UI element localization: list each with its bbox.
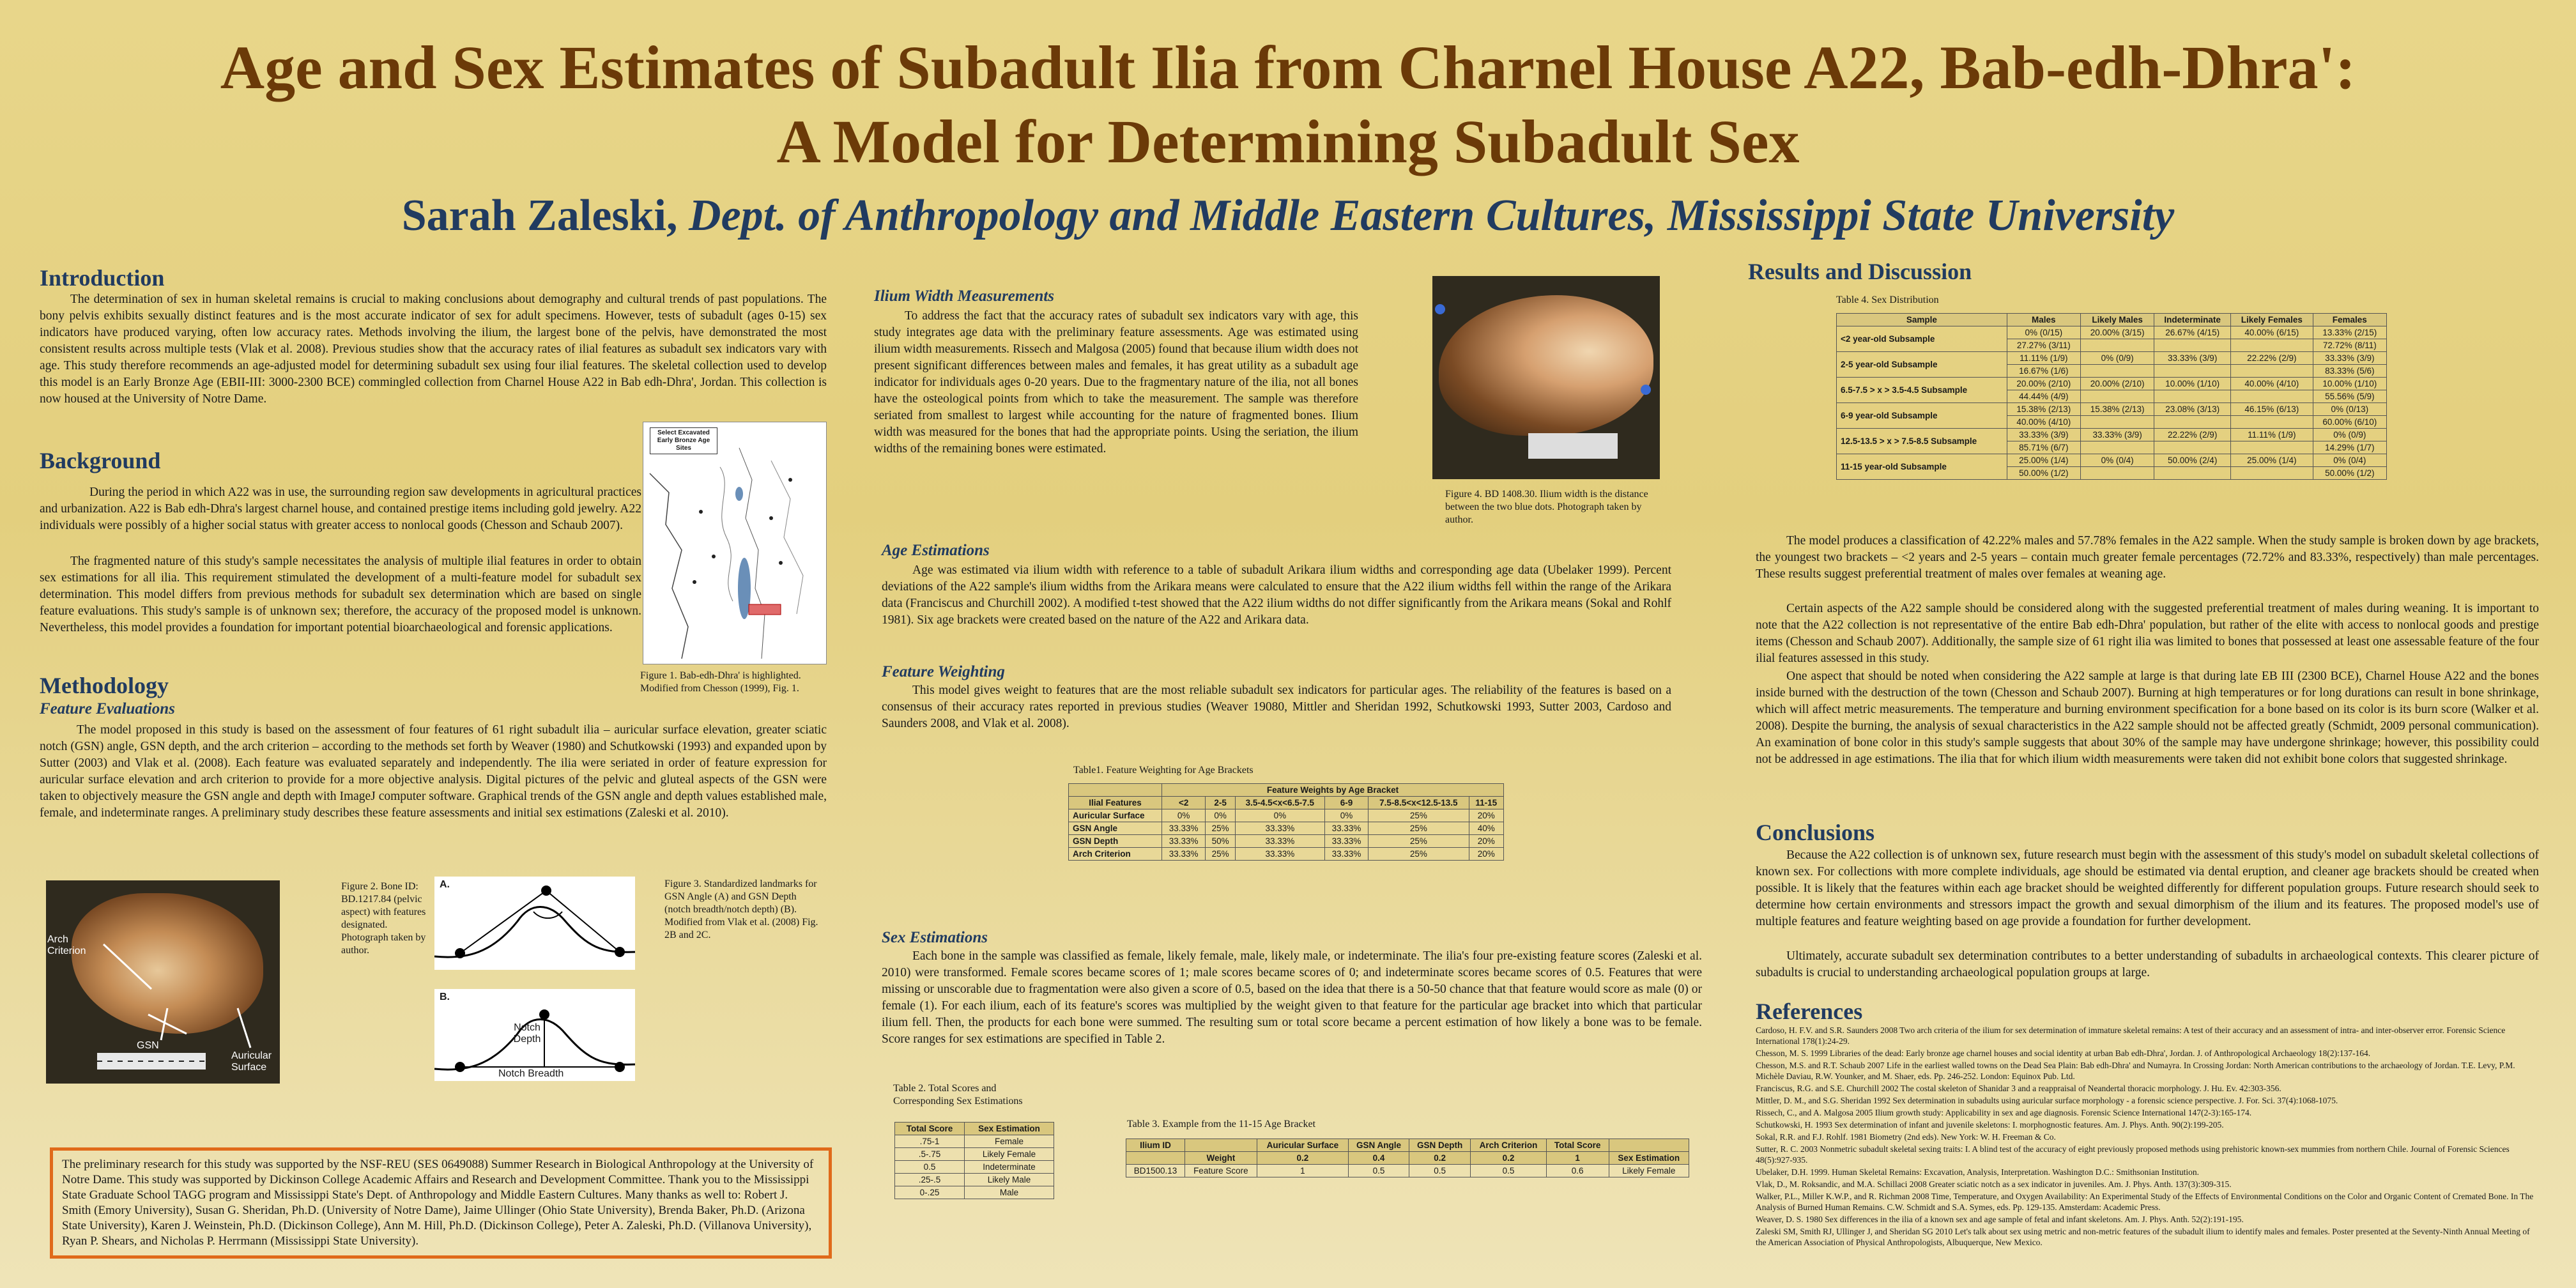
table-row xyxy=(895,1148,1054,1161)
reference-item: Vlak, D., M. Roksandic, and M.A. Schillaci 2008 Greater sciatic notch as a sex indicator in juveniles. Am. J. Phys. Anth. 137(3):309-315. xyxy=(1756,1179,2232,1189)
table-3-score-cell: 0.5 xyxy=(1409,1165,1470,1177)
reference-item: Weaver, D. S. 1980 Sex differences in the ilia of a known sex and age sample of fetal and infant skeletons. Am. J. Phys. Anth. 52(2):191-195. xyxy=(1756,1215,2244,1224)
table-4-header: Females xyxy=(2313,314,2386,326)
methodology-heading: Methodology xyxy=(40,673,169,698)
table-4-cell: 20.00% (3/15) xyxy=(2080,326,2154,339)
table-1-col-header: 3.5-4.5<x<6.5-7.5 xyxy=(1235,797,1324,809)
table-3-score-cell: Feature Score xyxy=(1185,1165,1257,1177)
table-4-cell: 50.00% (2/4) xyxy=(2154,454,2231,467)
table-4-sample: <2 year-old Subsample xyxy=(1837,326,2007,352)
reference-item: Walker, P.L., Miller K.W.P., and R. Richman 2008 Time, Temperature, and Oxygen Availability: An Experimental Study of the Effects of Environmental Conditions on the Color and Organic Content of Cremated Bone. In The Analysis of Burned Human Remains. C.W. Schmidt and S.A. Symes, eds. Pp. 129-135. Amsterdam: Academic Press. xyxy=(1756,1192,2534,1212)
table-4-subcell: 40.00% (4/10) xyxy=(2007,416,2080,429)
label-arch-criterion: Arch Criterion xyxy=(47,934,86,956)
table-4-subcell: 50.00% (1/2) xyxy=(2007,467,2080,480)
table-1-col-header: Ilial Features xyxy=(1069,797,1162,809)
conclusions-text-2: Ultimately, accurate subadult sex determination contributes to a better understanding of subadults in archaeological contexts. This clearer picture of subadults is crucial to understanding archaeological population groups at large. xyxy=(1756,949,2539,979)
reference-item: Franciscus, R.G. and S.E. Churchill 2002 The costal skeleton of Shanidar 3 and a reappraisal of Neandertal thoracic morphology. J. Hu. Ev. 42:303-356. xyxy=(1756,1084,2281,1093)
table-1-cell: 0% xyxy=(1162,809,1205,822)
table-1-cell: 25% xyxy=(1206,848,1236,861)
table-1-cell: 0% xyxy=(1206,809,1236,822)
table-2-header: Sex Estimation xyxy=(965,1123,1054,1135)
table-4-subcell: 16.67% (1/6) xyxy=(2007,365,2080,378)
table-1 xyxy=(1068,783,1504,861)
figure-1-caption: Figure 1. Bab-edh-Dhra' is highlighted. Modified from Chesson (1999), Fig. 1. xyxy=(640,670,801,694)
table-row xyxy=(1837,403,2387,416)
figure-1-map xyxy=(643,422,827,664)
table-4-subcell xyxy=(2154,365,2231,378)
methodology-text: The model proposed in this study is based on the assessment of four features of 61 right subadult ilia – auricular surface elevation, greater sciatic notch (GSN) angle, GSN depth, and the arch criterion – according to the methods set forth by Weaver (1980) and Schutkowski (1993) and expanded upon by Sutter (2003) and Vlak et al. (2008). Each feature was evaluated separately and independently. The ilia were seriated in order of feature expression for auricular surface elevation and arch criterion to provide for a more objective analysis. Digital pictures of the pelvic and gluteal aspects of the GSN were taken to objectively measure the GSN angle and depth with ImageJ computer software. Graphical trends of the GSN angle and depth values established male, female, and indeterminate ranges. A preliminary study describes these feature assessments and initial sex estimations (Zaleski et al. 2010). xyxy=(40,723,827,820)
reference-item: Zaleski SM, Smith RJ, Ullinger J, and Sheridan SG 2010 Let's talk about sex using metric and non-metric features of the subadult ilium to identify males and females. Poster presented at the Seventy-Ninth Annual Meeting of the American Association of Physical Anthropologists, Albuquerque, New Mexico. xyxy=(1756,1227,2530,1247)
table-4-cell: 13.33% (2/15) xyxy=(2313,326,2386,339)
author-line xyxy=(0,190,2576,241)
table-4-caption: Table 4. Sex Distribution xyxy=(1836,295,1939,305)
reference-item: Chesson, M. S. 1999 Libraries of the dead: Early bronze age charnel houses and social identity at urban Bab edh-Dhra', Jordan. J. of Anthropological Archaeology 18(2):137-164. xyxy=(1756,1048,2371,1058)
table-4-subcell: 50.00% (1/2) xyxy=(2313,467,2386,480)
table-4-cell: 0% (0/9) xyxy=(2313,429,2386,441)
table-4 xyxy=(1836,313,2387,480)
table-1-feature: Arch Criterion xyxy=(1069,848,1162,861)
table-row xyxy=(895,1186,1054,1199)
table-4-cell: 33.33% (3/9) xyxy=(2080,429,2154,441)
table-4-subcell xyxy=(2154,339,2231,352)
reference-item: Ubelaker, D.H. 1999. Human Skeletal Remains: Excavation, Analysis, Interpretation. Washington D.C.: Smithsonian Institution. xyxy=(1756,1167,2200,1177)
reference-item: Chesson, M.S. and R.T. Schaub 2007 Life in the earliest walled towns on the Dead Sea Plain: Bab edh-Dhra' and Numayra. In Crossing Jordan: North American contributions to the archaeology of Jordan. T.E. Levy, P.M. Michèle Daviau, R.W. Younker, and M. Shaer, eds. Pp. 246-252. London: Equinox Pub. Ltd. xyxy=(1756,1061,2515,1081)
table-1-cell: 25% xyxy=(1368,835,1469,848)
table-3-score-cell: BD1500.13 xyxy=(1126,1165,1185,1177)
table-1-cell: 25% xyxy=(1368,809,1469,822)
table-4-subcell xyxy=(2080,339,2154,352)
table-4-subcell xyxy=(2231,441,2313,454)
table-3-header: GSN Angle xyxy=(1349,1139,1409,1152)
table-4-header: Males xyxy=(2007,314,2080,326)
table-3-score-cell: 0.5 xyxy=(1349,1165,1409,1177)
table-4-subcell: 72.72% (8/11) xyxy=(2313,339,2386,352)
funding-acknowledgements: The preliminary research for this study was supported by the NSF-REU (SES 0649088) Summer Research in Biological Anthropology at the University of Notre Dame. This study was supported by Dickinson College Academic Affairs and Research and Development Committee. Thank you to the Mississippi State Graduate School TAGG program and Mississippi State's Dept. of Anthropology and Middle Eastern Cultures. Many thanks as well to: Robert J. Smith (Emory University), Susan G. Sheridan, Ph.D. (University of Notre Dame), Jaime Ullinger (Ohio State University), Brenda Baker, Ph.D. (Arizona State University), Karen J. Weinstein, Ph.D. (Dickinson College), Ann M. Hill, Ph.D. (Dickinson College), Peter A. Zaleski, Ph.D. (Villanova University), Ryan P. Shears, and Nicholas P. Herrmann (Mississippi State University). xyxy=(50,1147,832,1259)
table-2-cell: Male xyxy=(965,1186,1054,1199)
results-text-1: The model produces a classification of 42.22% males and 57.78% females in the A22 sample. When the study sample is broken down by age brackets, the youngest two brackets – <2 years and 2-5 years – contain much greater female percentages (72.72% and 83.33%, respectively) than male percentages. These results suggest preferential treatment of males over females at weaning age. xyxy=(1756,534,2539,581)
feature-evaluations-heading: Feature Evaluations xyxy=(40,700,175,717)
table-3-header: Ilium ID xyxy=(1126,1139,1185,1152)
table-4-cell: 10.00% (1/10) xyxy=(2313,378,2386,390)
table-4-subcell: 85.71% (6/7) xyxy=(2007,441,2080,454)
table-2-cell: 0-.25 xyxy=(895,1186,965,1199)
map-drawing xyxy=(643,422,826,664)
table-4-cell: 0% (0/4) xyxy=(2080,454,2154,467)
reference-item: Cardoso, H. F.V. and S.R. Saunders 2008 Two arch criteria of the ilium for sex determination of immature skeletal remains: A test of their accuracy and an assessment of intra- and inter-observer error. Forensic Science International 178(1):24-29. xyxy=(1756,1025,2506,1046)
figure-4-photo xyxy=(1432,276,1660,479)
table-2-cell: Likely Female xyxy=(965,1148,1054,1161)
table-4-subcell: 14.29% (1/7) xyxy=(2313,441,2386,454)
table-1-cell: 0% xyxy=(1235,809,1324,822)
table-4-cell: 20.00% (2/10) xyxy=(2080,378,2154,390)
table-4-sample: 6-9 year-old Subsample xyxy=(1837,403,2007,429)
references-list xyxy=(1756,1025,2539,1249)
table-4-cell: 26.67% (4/15) xyxy=(2154,326,2231,339)
table-1-cell: 33.33% xyxy=(1324,835,1368,848)
table-1-cell: 33.33% xyxy=(1162,848,1205,861)
ilium-width-heading: Ilium Width Measurements xyxy=(874,288,1055,305)
table-2-cell: .25-.5 xyxy=(895,1174,965,1186)
background-text-2: The fragmented nature of this study's sample necessitates the analysis of multiple ilial features in order to obtain sex estimations for all ilia. This requirement stimulated the development of a multi-feature model for subadult sex determination. This model differs from previous methods for subadult sex determination which are based on single feature evaluations. This study's sample is of unknown sex; therefore, the accuracy of the proposed model is unknown. Nevertheless, this model provides a foundation for important potential bioarchaeological and forensic applications. xyxy=(40,555,641,634)
table-1-col-header: 6-9 xyxy=(1324,797,1368,809)
table-1-col-header: 11-15 xyxy=(1469,797,1503,809)
figure-3a-label: A. xyxy=(440,879,450,890)
table-4-cell: 0% (0/15) xyxy=(2007,326,2080,339)
table-2 xyxy=(894,1122,1054,1199)
table-4-header: Indeterminate xyxy=(2154,314,2231,326)
table-4-cell: 33.33% (3/9) xyxy=(2007,429,2080,441)
table-3-weight-cell: 0.2 xyxy=(1409,1152,1470,1165)
table-2-cell: Female xyxy=(965,1135,1054,1148)
table-1-empty xyxy=(1069,784,1162,797)
table-4-cell: 0% (0/9) xyxy=(2080,352,2154,365)
table-4-sample: 6.5-7.5 > x > 3.5-4.5 Subsample xyxy=(1837,378,2007,403)
table-row xyxy=(1837,378,2387,390)
table-4-subcell: 27.27% (3/11) xyxy=(2007,339,2080,352)
table-1-cell: 33.33% xyxy=(1235,848,1324,861)
reference-item: Schutkowski, H. 1993 Sex determination of infant and juvenile skeletons: I. morphognostic features. Am. J. Phys. Anth. 90(2):199-205. xyxy=(1756,1120,2224,1130)
table-4-cell: 33.33% (3/9) xyxy=(2154,352,2231,365)
table-3-header: Total Score xyxy=(1546,1139,1609,1152)
age-estimations-heading: Age Estimations xyxy=(882,542,990,559)
table-4-sample: 2-5 year-old Subsample xyxy=(1837,352,2007,378)
table-1-cell: 33.33% xyxy=(1324,822,1368,835)
table-row xyxy=(1837,429,2387,441)
table-1-feature: GSN Depth xyxy=(1069,835,1162,848)
results-text-2: Certain aspects of the A22 sample should be considered along with the suggested preferential treatment of males during weaning. It is important to note that the A22 collection is not representative of the entire Bab edh-Dhra' population, but rather of the elite with access to nonlocal goods and prestige items (Chesson and Schaub 2007). Additionally, the sample size of 61 right ilia was limited to bones that possessed at least one assessable feature of the four ilial features assessed in this study. xyxy=(1756,602,2539,665)
table-3-score-cell: 1 xyxy=(1257,1165,1348,1177)
table-4-cell: 46.15% (6/13) xyxy=(2231,403,2313,416)
table-row xyxy=(1069,835,1504,848)
reference-item: Sokal, R.R. and F.J. Rohlf. 1981 Biometry (2nd eds). New York: W. H. Freeman & Co. xyxy=(1756,1132,2056,1142)
table-4-subcell xyxy=(2080,467,2154,480)
table-2-cell: .5-.75 xyxy=(895,1148,965,1161)
table-1-cell: 25% xyxy=(1368,822,1469,835)
table-row xyxy=(1069,848,1504,861)
table-1-cell: 0% xyxy=(1324,809,1368,822)
table-1-col-header: 2-5 xyxy=(1206,797,1236,809)
table-4-subcell xyxy=(2231,365,2313,378)
age-estimations-text: Age was estimated via ilium width with reference to a table of subadult Arikara ilium widths and corresponding age data (Ubelaker 1999). Percent deviations of the A22 sample's ilium widths from the Arikara means were calculated to ensure that the A22 ilium widths fell within the range of the Arikara data (Franciscus and Churchill 2002). A modified t-test showed that the A22 ilium widths do not differ significantly from the Arikara means (Sokal and Rohlf 1981). Six age brackets were created based on the nature of the A22 and Arikara data. xyxy=(882,564,1671,627)
poster-title xyxy=(0,31,2576,179)
table-4-cell: 22.22% (2/9) xyxy=(2154,429,2231,441)
table-4-subcell: 83.33% (5/6) xyxy=(2313,365,2386,378)
table-3 xyxy=(1126,1138,1689,1177)
background-heading: Background xyxy=(40,448,161,473)
table-4-subcell xyxy=(2154,416,2231,429)
figure-3b-diagram xyxy=(434,989,635,1081)
table-2-header: Total Score xyxy=(895,1123,965,1135)
table-4-subcell xyxy=(2231,416,2313,429)
references-heading: References xyxy=(1756,999,1863,1024)
table-1-cell: 33.33% xyxy=(1162,822,1205,835)
table-4-cell: 33.33% (3/9) xyxy=(2313,352,2386,365)
table-3-weight-cell: 0.2 xyxy=(1257,1152,1348,1165)
table-4-subcell: 44.44% (4/9) xyxy=(2007,390,2080,403)
table-1-cell: 33.33% xyxy=(1162,835,1205,848)
table-1-cell: 20% xyxy=(1469,809,1503,822)
table-1-feature: GSN Angle xyxy=(1069,822,1162,835)
notch-depth-label: Notch Depth xyxy=(513,1022,541,1045)
table-4-subcell xyxy=(2080,365,2154,378)
reference-item: Rissech, C., and A. Malgosa 2005 Ilium growth study: Applicability in sex and age diagnosis. Forensic Science International 147(2-3):165-174. xyxy=(1756,1108,2252,1117)
table-4-subcell xyxy=(2080,390,2154,403)
figure-4-caption: Figure 4. BD 1408.30. Ilium width is the distance between the two blue dots. Photograph taken by author. xyxy=(1445,489,1648,525)
table-3-weight-cell: Weight xyxy=(1185,1152,1257,1165)
table-4-cell: 15.38% (2/13) xyxy=(2007,403,2080,416)
table-4-cell: 11.11% (1/9) xyxy=(2007,352,2080,365)
table-row xyxy=(1837,326,2387,339)
table-2-cell: .75-1 xyxy=(895,1135,965,1148)
table-1-cell: 33.33% xyxy=(1324,848,1368,861)
table-row xyxy=(1837,352,2387,365)
table-1-group-header: Feature Weights by Age Bracket xyxy=(1162,784,1503,797)
table-1-cell: 33.33% xyxy=(1235,835,1324,848)
table-4-subcell xyxy=(2154,441,2231,454)
table-row xyxy=(895,1161,1054,1174)
affiliation: Dept. of Anthropology and Middle Eastern Cultures, Mississippi State University xyxy=(689,191,2175,240)
table-3-header: GSN Depth xyxy=(1409,1139,1470,1152)
table-2-cell: 0.5 xyxy=(895,1161,965,1174)
table-4-cell: 23.08% (3/13) xyxy=(2154,403,2231,416)
table-3-weight-cell xyxy=(1126,1152,1185,1165)
table-3-score-cell: 0.5 xyxy=(1471,1165,1547,1177)
author-name: Sarah Zaleski, xyxy=(401,191,678,240)
table-row xyxy=(895,1174,1054,1186)
figure-2-caption: Figure 2. Bone ID: BD.1217.84 (pelvic aspect) with features designated. Photograph taken by author. xyxy=(341,881,426,956)
conclusions-heading: Conclusions xyxy=(1756,820,1875,845)
table-4-cell: 40.00% (4/10) xyxy=(2231,378,2313,390)
table-2-cell: Likely Male xyxy=(965,1174,1054,1186)
table-4-cell: 22.22% (2/9) xyxy=(2231,352,2313,365)
feature-weighting-text: This model gives weight to features that are the most reliable subadult sex indicators for particular ages. The reliability of the features is based on a consensus of their accuracy rates reported in previous studies (Weaver 19080, Mittler and Sheridan 1992, Schutkowski 1993, Sutter 2003, Cardoso and Saunders 2008, and Vlak et al. 2008). xyxy=(882,684,1671,730)
table-4-header: Likely Males xyxy=(2080,314,2154,326)
table-3-weight-cell: 0.2 xyxy=(1471,1152,1547,1165)
table-1-cell: 25% xyxy=(1206,822,1236,835)
sex-estimations-heading: Sex Estimations xyxy=(882,929,988,946)
table-4-cell: 20.00% (2/10) xyxy=(2007,378,2080,390)
table-row xyxy=(1069,822,1504,835)
table-row xyxy=(1837,454,2387,467)
table-4-header: Sample xyxy=(1837,314,2007,326)
table-1-cell: 20% xyxy=(1469,835,1503,848)
table-4-cell: 15.38% (2/13) xyxy=(2080,403,2154,416)
table-3-weight-cell: Sex Estimation xyxy=(1609,1152,1689,1165)
figure-2-photo xyxy=(46,880,280,1084)
sex-estimations-text: Each bone in the sample was classified as female, likely female, male, likely male, or indeterminate. The ilia's four pre-existing feature scores (Zaleski et al. 2010) were transformed. Female scores became scores of 1; male scores became scores of 0; and indeterminate scores became scores of 0.5. Features that were missing or unscorable due to fragmentation were also given a score of 0.5, based on the idea that there is a 50-50 chance that that feature would score as male (0) or female (1). For each ilium, each of its feature's scores was multiplied by the weight given to that feature for the particular age bracket into which that particular ilium fell. Then, the products for each bone were summed. The resulting sum or total score became a percent estimation of how likely a bone was to be female. Score ranges for sex estimations are specified in Table 2. xyxy=(882,949,1702,1046)
table-4-cell: 25.00% (1/4) xyxy=(2007,454,2080,467)
table-4-subcell xyxy=(2080,441,2154,454)
table-3-score-cell: 0.6 xyxy=(1546,1165,1609,1177)
table-1-cell: 25% xyxy=(1368,848,1469,861)
table-4-cell: 0% (0/4) xyxy=(2313,454,2386,467)
table-4-cell: 40.00% (6/15) xyxy=(2231,326,2313,339)
ilium-width-text: To address the fact that the accuracy rates of subadult sex indicators vary with age, this study integrates age data with the preliminary feature assessments. Age was estimated using ilium width measurements. Rissech and Malgosa (2005) found that because ilium width does not present significant differences between males and females, it has great utility as a subadult age indicator for individuals ages 0-20 years. Due to the fragmentary nature of the ilia, not all bones have the osteological points from which to take the measurement. The sample was therefore seriated from smallest to largest while accounting for the nature of fragmented bones. Ilium width was measured for the bones that had the appropriate points. Using the seriation, the ilium widths of the remaining bones were estimated. xyxy=(874,309,1358,456)
title-line-1: Age and Sex Estimates of Subadult Ilia from Charnel House A22, Bab-edh-Dhra': xyxy=(220,33,2356,102)
table-2-cell: Indeterminate xyxy=(965,1161,1054,1174)
table-4-header: Likely Females xyxy=(2231,314,2313,326)
table-4-cell: 10.00% (1/10) xyxy=(2154,378,2231,390)
table-row xyxy=(1069,809,1504,822)
table-3-header: Arch Criterion xyxy=(1471,1139,1547,1152)
title-line-2: A Model for Determining Subadult Sex xyxy=(776,107,1800,176)
results-heading: Results and Discussion xyxy=(1748,259,1972,284)
table-1-feature: Auricular Surface xyxy=(1069,809,1162,822)
figure-3a-diagram xyxy=(434,877,635,970)
table-4-sample: 12.5-13.5 > x > 7.5-8.5 Subsample xyxy=(1837,429,2007,454)
table-3-weight-cell: 0.4 xyxy=(1349,1152,1409,1165)
introduction-text: The determination of sex in human skeletal remains is crucial to making conclusions about demography and cultural trends of past populations. The bony pelvis exhibits sexually distinct features and is the most accurate indicator of sex for adult specimens. However, tests of subadult (ages 0-15) sex indicators have produced varying, often low accuracy rates. Methods involving the ilium, the largest bone of the pelvis, have demonstrated the most consistent results across multiple tests (Vlak et al. 2008). Previous studies show that the accuracy rates of ilial features as subadult sex indicators vary with age. This study therefore recommends an age-adjusted model for determining subadult sex using four ilial features. The skeletal collection used to develop this model is an Early Bronze Age (EBII-III: 3000-2300 BCE) commingled collection from Charnel House A22 in Bab edh-Dhra', Jordan. This collection is now housed at the University of Notre Dame. xyxy=(40,293,827,406)
background-text-1: During the period in which A22 was in use, the surrounding region saw developments in agricultural practices and urbanization. A22 is Bab edh-Dhra's largest charnel house, and contained prestige items including gold jewelry. A22 individuals were possibly of a higher social status with greater access to nonlocal goods (Chesson and Schaub 2007). xyxy=(40,486,641,532)
table-4-subcell xyxy=(2231,339,2313,352)
label-auricular-surface: Auricular Surface xyxy=(231,1050,272,1073)
table-1-cell: 20% xyxy=(1469,848,1503,861)
table-3-header: Auricular Surface xyxy=(1257,1139,1348,1152)
table-4-subcell xyxy=(2080,416,2154,429)
figure-3-caption: Figure 3. Standardized landmarks for GSN Angle (A) and GSN Depth (notch breadth/notch depth) (B). Modified from Vlak et al. (2008) Fig. 2B and 2C. xyxy=(664,878,818,940)
reference-item: Mittler, D. M., and S.G. Sheridan 1992 Sex determination in subadults using auricular surface morphology - a forensic science perspective. J. For. Sci. 37(4):1068-1075. xyxy=(1756,1096,2338,1105)
table-1-cell: 50% xyxy=(1206,835,1236,848)
table-4-subcell xyxy=(2154,467,2231,480)
table-4-sample: 11-15 year-old Subsample xyxy=(1837,454,2007,480)
table-4-cell: 0% (0/13) xyxy=(2313,403,2386,416)
table-1-caption: Table1. Feature Weighting for Age Brackets xyxy=(1073,765,1254,776)
table-1-cell: 33.33% xyxy=(1235,822,1324,835)
table-3-header xyxy=(1609,1139,1689,1152)
figure-3b-label: B. xyxy=(440,992,450,1002)
table-4-subcell: 55.56% (5/9) xyxy=(2313,390,2386,403)
table-row xyxy=(895,1135,1054,1148)
table-4-cell: 11.11% (1/9) xyxy=(2231,429,2313,441)
reference-item: Sutter, R. C. 2003 Nonmetric subadult skeletal sexing traits: I. A blind test of the accuracy of eight previously proposed methods using prehistoric known-sex mummies from northern Chile. Journal of Forensic Sciences 48(5):927-935. xyxy=(1756,1144,2510,1165)
conclusions-text-1: Because the A22 collection is of unknown sex, future research must begin with the assessment of this study's model on subadult skeletal collections of known sex. For collections with more complete individuals, age should be estimated via dental eruption, and cleaner age brackets should be created when possible. It is likely that the features within each age bracket should be weighted differently for different population groups. Future research should seek to determine how certain environments and stressors impact the growth and sexual dimorphism of the ilium and its features. The proposed model's use of multiple features and feature weighting based on age provide a foundation for further development. xyxy=(1756,848,2539,928)
table-4-subcell: 60.00% (6/10) xyxy=(2313,416,2386,429)
table-3-weight-cell: 1 xyxy=(1546,1152,1609,1165)
table-2-caption: Table 2. Total Scores and Corresponding Sex Estimations xyxy=(893,1083,1023,1107)
label-gsn: GSN xyxy=(137,1040,159,1051)
table-1-col-header: 7.5-8.5<x<12.5-13.5 xyxy=(1368,797,1469,809)
table-1-cell: 40% xyxy=(1469,822,1503,835)
table-1-col-header: <2 xyxy=(1162,797,1205,809)
feature-weighting-heading: Feature Weighting xyxy=(882,663,1005,680)
table-3-caption: Table 3. Example from the 11-15 Age Bracket xyxy=(1127,1119,1316,1130)
table-4-subcell xyxy=(2154,390,2231,403)
table-4-subcell xyxy=(2231,390,2313,403)
table-4-cell: 25.00% (1/4) xyxy=(2231,454,2313,467)
map-title: Select Excavated Early Bronze Age Sites xyxy=(650,427,717,454)
table-3-header xyxy=(1185,1139,1257,1152)
table-3-score-cell: Likely Female xyxy=(1609,1165,1689,1177)
introduction-heading: Introduction xyxy=(40,265,165,291)
results-text-3: One aspect that should be noted when considering the A22 sample at large is that during late EB III (2300 BCE), Charnel House A22 and the bones inside burned with the destruction of the town (Chesson and Schaub 2007). Burning at high temperatures or for long durations can result in bone shrinkage, which will affect metric measurements. The temperature and burning environment specification for a bone based on its color is its burn score (Walker et al. 2008). Despite the burning, the analysis of sexual characteristics in the A22 sample should not be affected greatly (Schmidt, 2009 personal communication). An examination of bone color in this study's sample suggests that about 30% of the sample may have undergone shrinkage; however, this possibility could not be addressed in age estimations. The ilia that for which ilium width measurements were taken did not exhibit bone colors that suggested shrinkage. xyxy=(1756,670,2539,766)
table-4-subcell xyxy=(2231,467,2313,480)
notch-breadth-label: Notch Breadth xyxy=(498,1068,564,1079)
